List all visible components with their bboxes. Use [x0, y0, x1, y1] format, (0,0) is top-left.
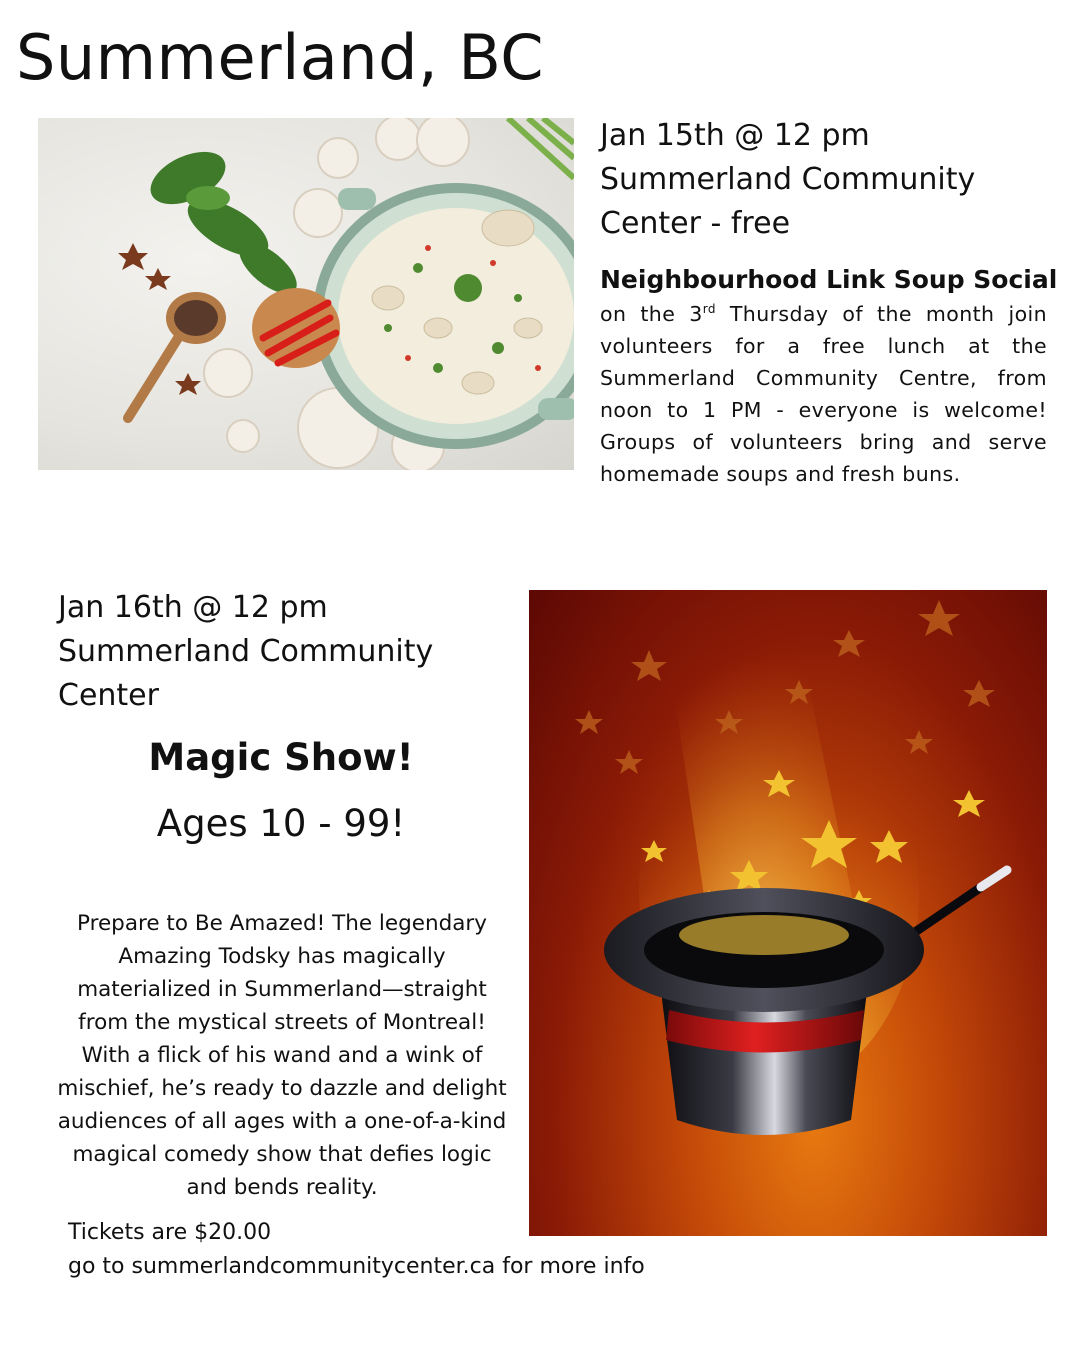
- soup-event-venue-line2: Center - free: [600, 206, 791, 241]
- magic-show-description: Prepare to Be Amazed! The legendary Amazing Todsky has magically materialized in Summerland—straight from the mystical streets of Montreal! With a flick of his wand and a wink of mischief, he’s ready to dazzle and delight audiences of all ages with a one-of-a-kind magical comedy show that defies logic and bends reality.: [57, 911, 507, 1200]
- magic-photo: [529, 590, 1047, 1236]
- soup-pot-icon: [38, 118, 574, 470]
- soup-event-date: Jan 15th @ 12 pm: [600, 118, 870, 153]
- more-info-link[interactable]: go to summerlandcommunitycenter.ca for more info: [68, 1254, 645, 1279]
- magic-show-title: Magic Show!: [148, 736, 414, 779]
- soup-event-venue-line1: Summerland Community: [600, 162, 976, 197]
- soup-desc-start: on the 3: [600, 302, 703, 326]
- page-title: Summerland, BC: [16, 21, 545, 94]
- ticket-price: Tickets are $20.00: [68, 1220, 272, 1245]
- soup-desc-rest: Thursday of the month join volunteers for a free lunch at the Summerland Community Centre, from noon to 1 PM - everyone is welcome! Groups of volunteers bring and serve homemade soups and fresh buns.: [600, 302, 1048, 486]
- magic-top-hat-icon: [529, 590, 1047, 1236]
- soup-photo: [38, 118, 574, 470]
- magic-event-heading: [58, 586, 508, 718]
- soup-event-heading: [600, 114, 1060, 246]
- magic-event-venue-line1: Summerland Community: [58, 634, 434, 669]
- magic-show-ages: Ages 10 - 99!: [156, 802, 406, 845]
- magic-event-date: Jan 16th @ 12 pm: [58, 590, 328, 625]
- magic-event-venue-line2: Center: [58, 678, 159, 713]
- soup-event-title: Neighbourhood Link Soup Social: [600, 265, 1058, 294]
- soup-event-description: [600, 298, 1047, 490]
- soup-desc-ordinal: rd: [702, 302, 716, 316]
